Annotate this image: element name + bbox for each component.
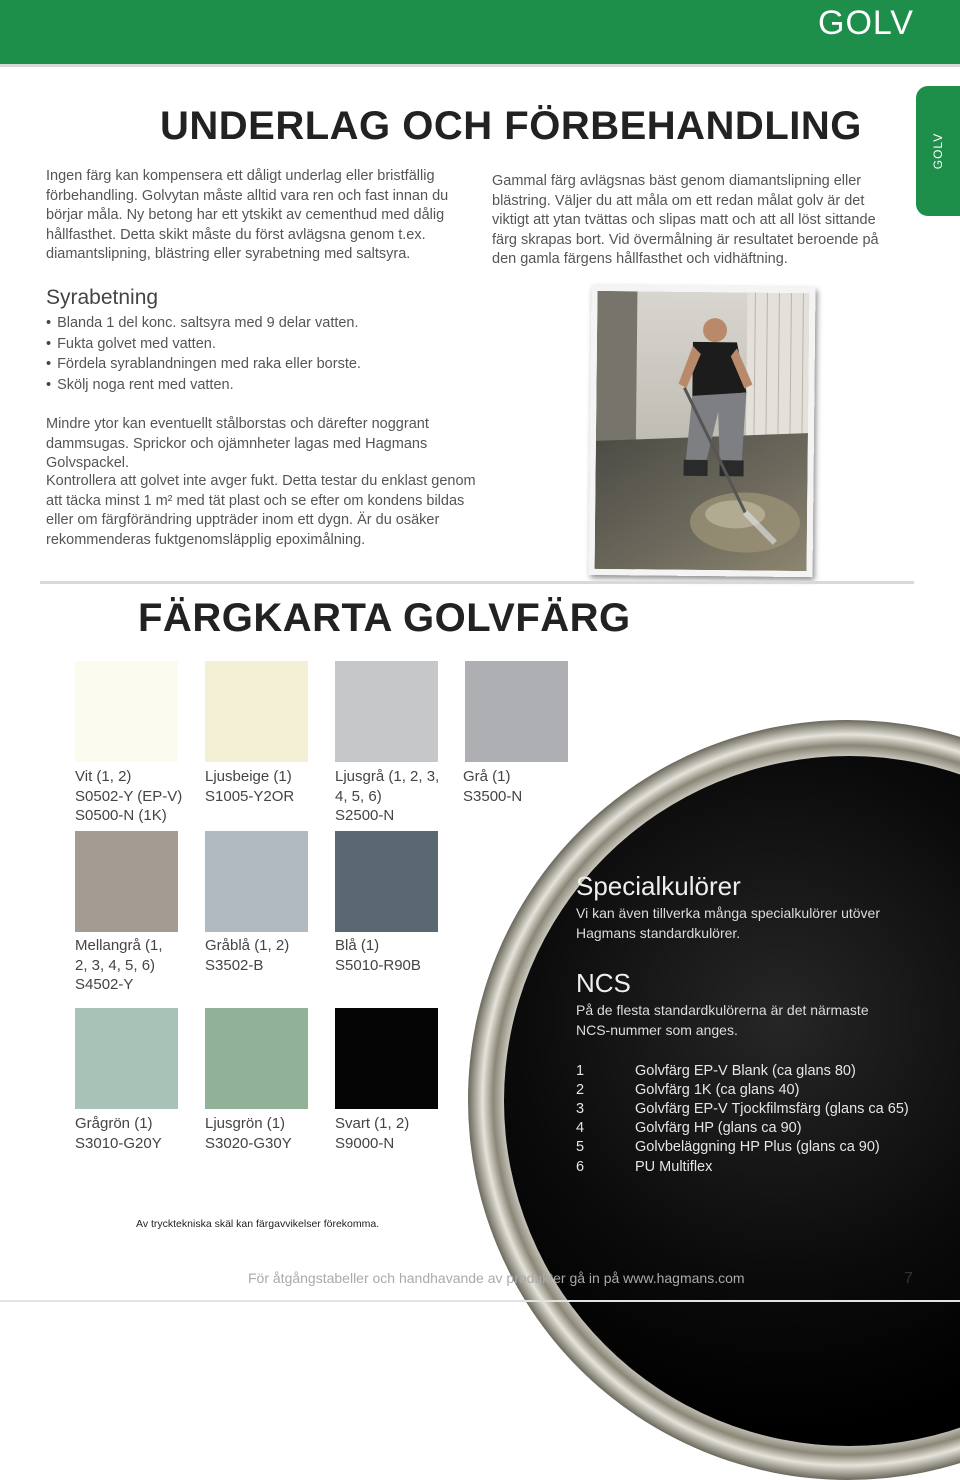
- list-item: • Fukta golvet med vatten.: [46, 334, 486, 355]
- side-tab: [916, 86, 960, 216]
- photo-illustration: [595, 291, 810, 571]
- list-item: • Skölj noga rent med vatten.: [46, 375, 486, 396]
- swatch-grabla: [205, 831, 308, 932]
- section-title: GOLV: [818, 4, 914, 42]
- swatch-svart: [335, 1008, 438, 1109]
- floor-cleaning-photo: [588, 285, 815, 577]
- swatch-label-grabla: Gråblå (1, 2) S3502-B: [205, 937, 290, 974]
- swatch-ljusbeige: [205, 661, 308, 762]
- page-title: UNDERLAG OCH FÖRBEHANDLING: [160, 104, 862, 148]
- header-band: [0, 0, 960, 64]
- intro-left-paragraph: Ingen färg kan kompensera ett dåligt underlag eller bristfällig förbehandling. Golvytan måste alltid vara ren och fast innan du börjar måla. Ny betong har ett ytskikt av cementhud med dålig hållfasthet. Detta skikt måste du först avlägsna genom t.ex. diamantslipning, blästring eller syrabetning med saltsyra.: [46, 168, 449, 262]
- ncs-text: På de flesta standardkulörerna är det närmaste NCS-nummer som anges.: [576, 1002, 869, 1038]
- swatch-label-ljusgron: Ljusgrön (1) S3020-G30Y: [205, 1115, 292, 1152]
- swatch-ljusgron: [205, 1008, 308, 1109]
- swatch-label-ljusgra: Ljusgrå (1, 2, 3, 4, 5, 6) S2500-N: [335, 768, 440, 824]
- swatch-label-ljusbeige: Ljusbeige (1) S1005-Y2OR: [205, 768, 295, 805]
- acid-etching-steps: [46, 313, 486, 395]
- moisture-note-paragraph: Kontrollera att golvet inte avger fukt. Detta testar du enklast genom att täcka minst 1 m² med tät plast och se efter om kondens bildas eller om färgförändring uppträder inom ett dygn. Är du osäker rekommenderas fuktgenomsläpplig epoximålning.: [46, 473, 476, 548]
- acid-etching-heading: Syrabetning: [46, 286, 159, 309]
- swatch-label-vit: Vit (1, 2) S0502-Y (EP-V) S0500-N (1K): [75, 768, 183, 824]
- swatch-vit: [75, 661, 178, 762]
- color-chart-title: FÄRGKARTA GOLVFÄRG: [138, 596, 631, 640]
- swatch-gragron: [75, 1008, 178, 1109]
- swatch-label-bla: Blå (1) S5010-R90B: [335, 937, 421, 974]
- swatch-mellangra: [75, 831, 178, 932]
- page-number: 7: [904, 1270, 913, 1287]
- list-item: • Blanda 1 del konc. saltsyra med 9 delar vatten.: [46, 313, 486, 334]
- swatch-label-svart: Svart (1, 2) S9000-N: [335, 1115, 410, 1152]
- footer-text: För åtgångstabeller och handhavande av produkter gå in på www.hagmans.com: [248, 1270, 745, 1286]
- header-divider: [0, 64, 960, 67]
- intro-right-paragraph: Gammal färg avlägsnas bäst genom diamantslipning eller blästring. Väljer du att måla om ett redan målat golv är det viktigt att ytan tvättas och slipas matt och att all löst sittande färg skrapas bort. Vid övermålning är resultatet beroende på den gamla färgens hållfasthet och vidhäftning.: [492, 173, 879, 267]
- swatch-bla: [335, 831, 438, 932]
- list-item: • Fördela syrablandningen med raka eller borste.: [46, 354, 486, 375]
- swatch-ljusgra: [335, 661, 438, 762]
- ncs-heading: NCS: [576, 968, 631, 998]
- print-disclaimer: Av trycktekniska skäl kan färgavvikelser förekomma.: [136, 1218, 380, 1230]
- swatch-label-gragron: Grågrön (1) S3010-G20Y: [75, 1115, 162, 1152]
- note-paragraph: Mindre ytor kan eventuellt stålborstas och därefter noggrant dammsugas. Sprickor och ojämnheter lagas med Hagmans Golvspackel.: [46, 416, 429, 471]
- footer-divider: [0, 1300, 960, 1302]
- section-divider: [40, 581, 914, 584]
- special-colors-heading: Specialkulörer: [576, 871, 741, 901]
- swatch-label-gra: Grå (1) S3500-N: [463, 768, 523, 805]
- side-tab-label: GOLV: [931, 132, 945, 170]
- swatch-label-mellangra: Mellangrå (1, 2, 3, 4, 5, 6) S4502-Y: [75, 937, 163, 993]
- swatch-gra: [465, 661, 568, 762]
- special-colors-text: Vi kan även tillverka många specialkulörer utöver Hagmans standardkulörer.: [576, 905, 881, 941]
